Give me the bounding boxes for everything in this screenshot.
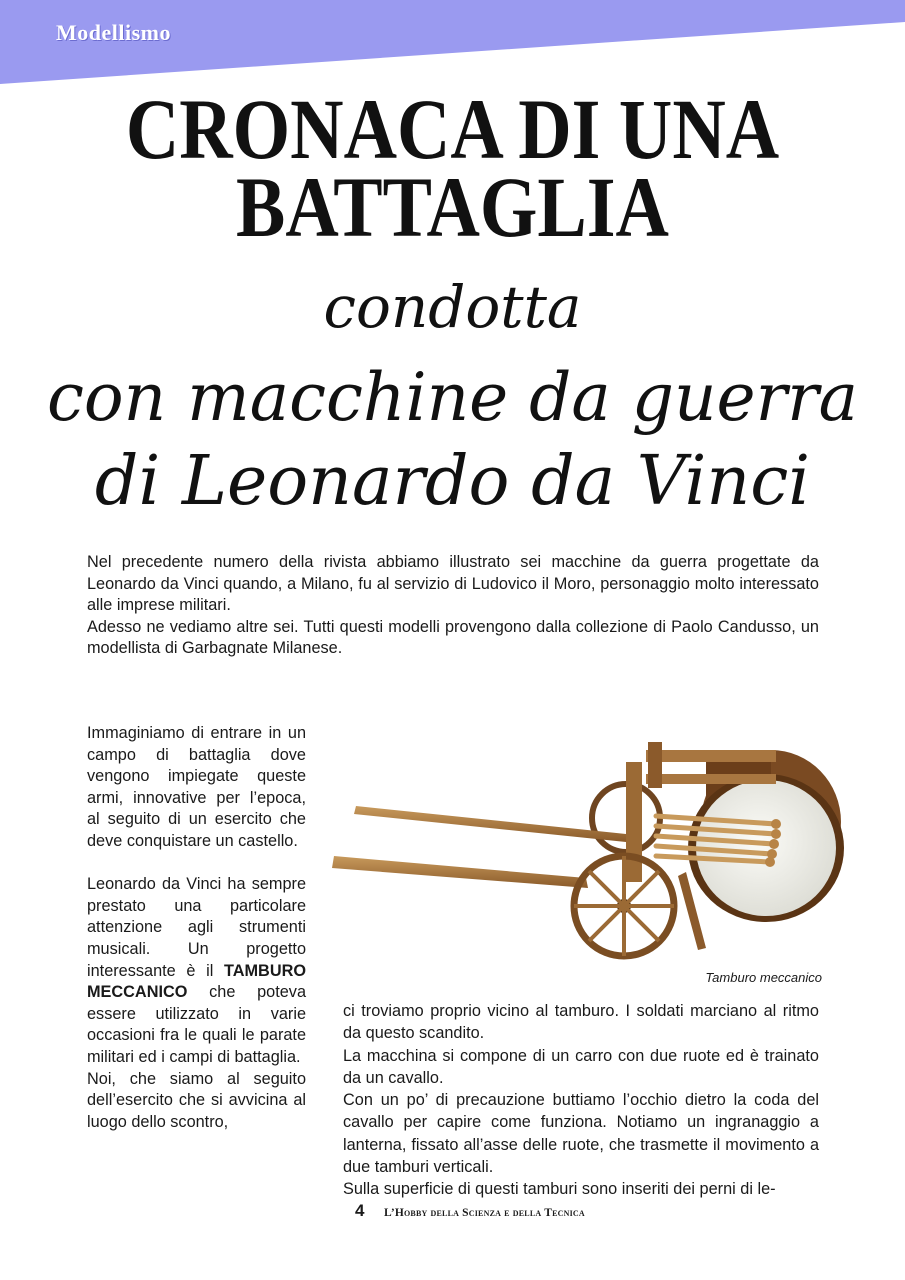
photo-caption: Tamburo meccanico bbox=[705, 970, 822, 985]
publication-name: L’Hobby della Scienza e della Tecnica bbox=[384, 1207, 585, 1219]
subtitle-line-3: di Leonardo da Vinci bbox=[94, 442, 811, 521]
page-number: 4 bbox=[355, 1201, 365, 1220]
mechanical-drum-photo bbox=[326, 722, 856, 968]
right-paragraph-3: Con un po’ di precauzione buttiamo l’occhio dietro la coda del cavallo per capire come funziona. Notiamo un ingranaggio a lanterna, fissato all’asse delle ruote, che trasmette il movimento a due tamburi verticali. bbox=[343, 1091, 819, 1177]
section-label: Modellismo bbox=[56, 20, 171, 45]
right-paragraph-1: ci troviamo proprio vicino al tamburo. I soldati marciano al ritmo da questo scandito. bbox=[343, 1002, 819, 1043]
subtitle-line-2: con macchine da guerra bbox=[46, 359, 859, 436]
right-paragraph-4: Sulla superficie di questi tamburi sono inseriti dei perni di le- bbox=[343, 1180, 776, 1199]
intro-paragraph-2: Adesso ne vediamo altre sei. Tutti questi modelli provengono dalla collezione di Paolo Candusso, un modellista di Garbagnate Milanese. bbox=[87, 617, 819, 657]
highlight-term: TAMBURO MECCANICO bbox=[87, 961, 306, 1002]
left-paragraph-3: Noi, che siamo al seguito dell’esercito che si avvicina al luogo dello scontro, bbox=[87, 1069, 306, 1131]
left-paragraph-1: Immaginiamo di entrare in un campo di battaglia dove vengono impiegate queste armi, innovative per l’epoca, al seguito di un esercito che deve conquistare un castello. bbox=[87, 724, 306, 850]
left-paragraph-2-end: che poteva essere utilizzato in varie occasioni fra le quali le parate militari ed i campi di battaglia. bbox=[87, 983, 306, 1066]
headline-line-2: BATTAGLIA bbox=[236, 159, 669, 255]
headline-line-1: CRONACA DI UNA bbox=[125, 81, 780, 177]
left-paragraph-2-start: Leonardo da Vinci ha sempre prestato una particolare attenzione agli strumenti musicali. Un progetto interessante è il bbox=[87, 875, 306, 980]
intro-paragraph-1: Nel precedente numero della rivista abbiamo illustrato sei macchine da guerra progettate da Leonardo da Vinci quando, a Milano, fu al servizio di Ludovico il Moro, personaggio molto interessato alle imprese militari. bbox=[87, 553, 819, 614]
right-paragraph-2: La macchina si compone di un carro con due ruote ed è trainato da un cavallo. bbox=[343, 1046, 819, 1087]
intro-paragraphs bbox=[87, 552, 819, 660]
left-paragraph-2 bbox=[87, 874, 306, 1068]
subtitle-line-1: condotta bbox=[323, 273, 582, 341]
right-column bbox=[343, 1000, 819, 1201]
left-column bbox=[87, 723, 306, 1155]
